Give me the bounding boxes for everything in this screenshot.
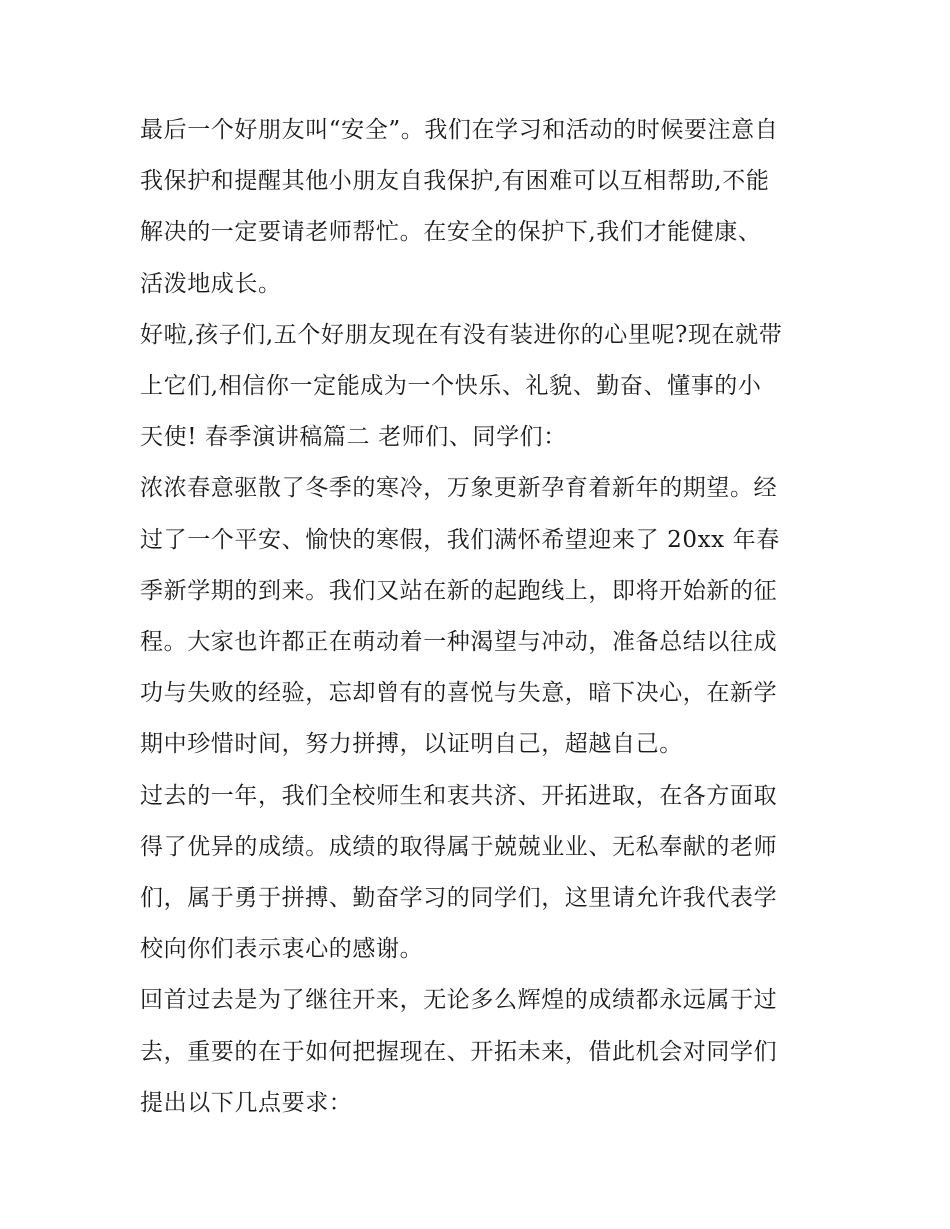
text-line: 功与失败的经验，忘却曾有的喜悦与失意，暗下决心，在新学 (140, 680, 778, 707)
paragraph-requirements (140, 975, 812, 1129)
text-line: 们，属于勇于拼搏、勤奋学习的同学们，这里请允许我代表学 (140, 885, 778, 912)
text-line: 上它们,相信你一定能成为一个快乐、礼貌、勤奋、懂事的小 (140, 373, 762, 400)
text-line: 期中珍惜时间，努力拼搏，以证明自己，超越自己。 (140, 731, 683, 758)
text-line: 过了一个平安、愉快的寒假，我们满怀希望迎来了 20xx 年春 (140, 526, 780, 553)
text-line: 程。大家也许都正在萌动着一种渴望与冲动，准备总结以往成 (140, 629, 778, 656)
text-line: 校向你们表示衷心的感谢。 (140, 936, 424, 963)
text-line: 好啦,孩子们,五个好朋友现在有没有装进你的心里呢?现在就带 (140, 321, 783, 348)
paragraph-five-friends (140, 310, 812, 464)
text-line: 提出以下几点要求： (140, 1089, 353, 1116)
text-line: 天使! 春季演讲稿篇二 老师们、同学们： (140, 424, 567, 451)
text-line: 最后一个好朋友叫“安全”。我们在学习和活动的时候要注意自 (140, 117, 779, 143)
text-line: 活泼地成长。 (140, 270, 282, 297)
text-line: 浓浓春意驱散了冬季的寒冷，万象更新孕育着新年的期望。经 (140, 475, 778, 502)
text-line: 去，重要的在于如何把握现在、开拓未来，借此机会对同学们 (140, 1038, 778, 1065)
text-line: 得了优异的成绩。成绩的取得属于兢兢业业、无私奉献的老师 (140, 833, 778, 860)
paragraph-spring-intro (140, 463, 812, 770)
text-line: 季新学期的到来。我们又站在新的起跑线上，即将开始新的征 (140, 577, 778, 604)
text-line: 回首过去是为了继往开来，无论多么辉煌的成绩都永远属于过 (140, 987, 778, 1014)
text-line: 解决的一定要请老师帮忙。在安全的保护下,我们才能健康、 (140, 219, 762, 246)
document-body (140, 105, 812, 1129)
paragraph-safety (140, 105, 812, 310)
paragraph-past-year (140, 771, 812, 976)
text-line: 我保护和提醒其他小朋友自我保护,有困难可以互相帮助,不能 (140, 168, 770, 195)
text-line: 过去的一年，我们全校师生和衷共济、开拓进取，在各方面取 (140, 782, 778, 809)
